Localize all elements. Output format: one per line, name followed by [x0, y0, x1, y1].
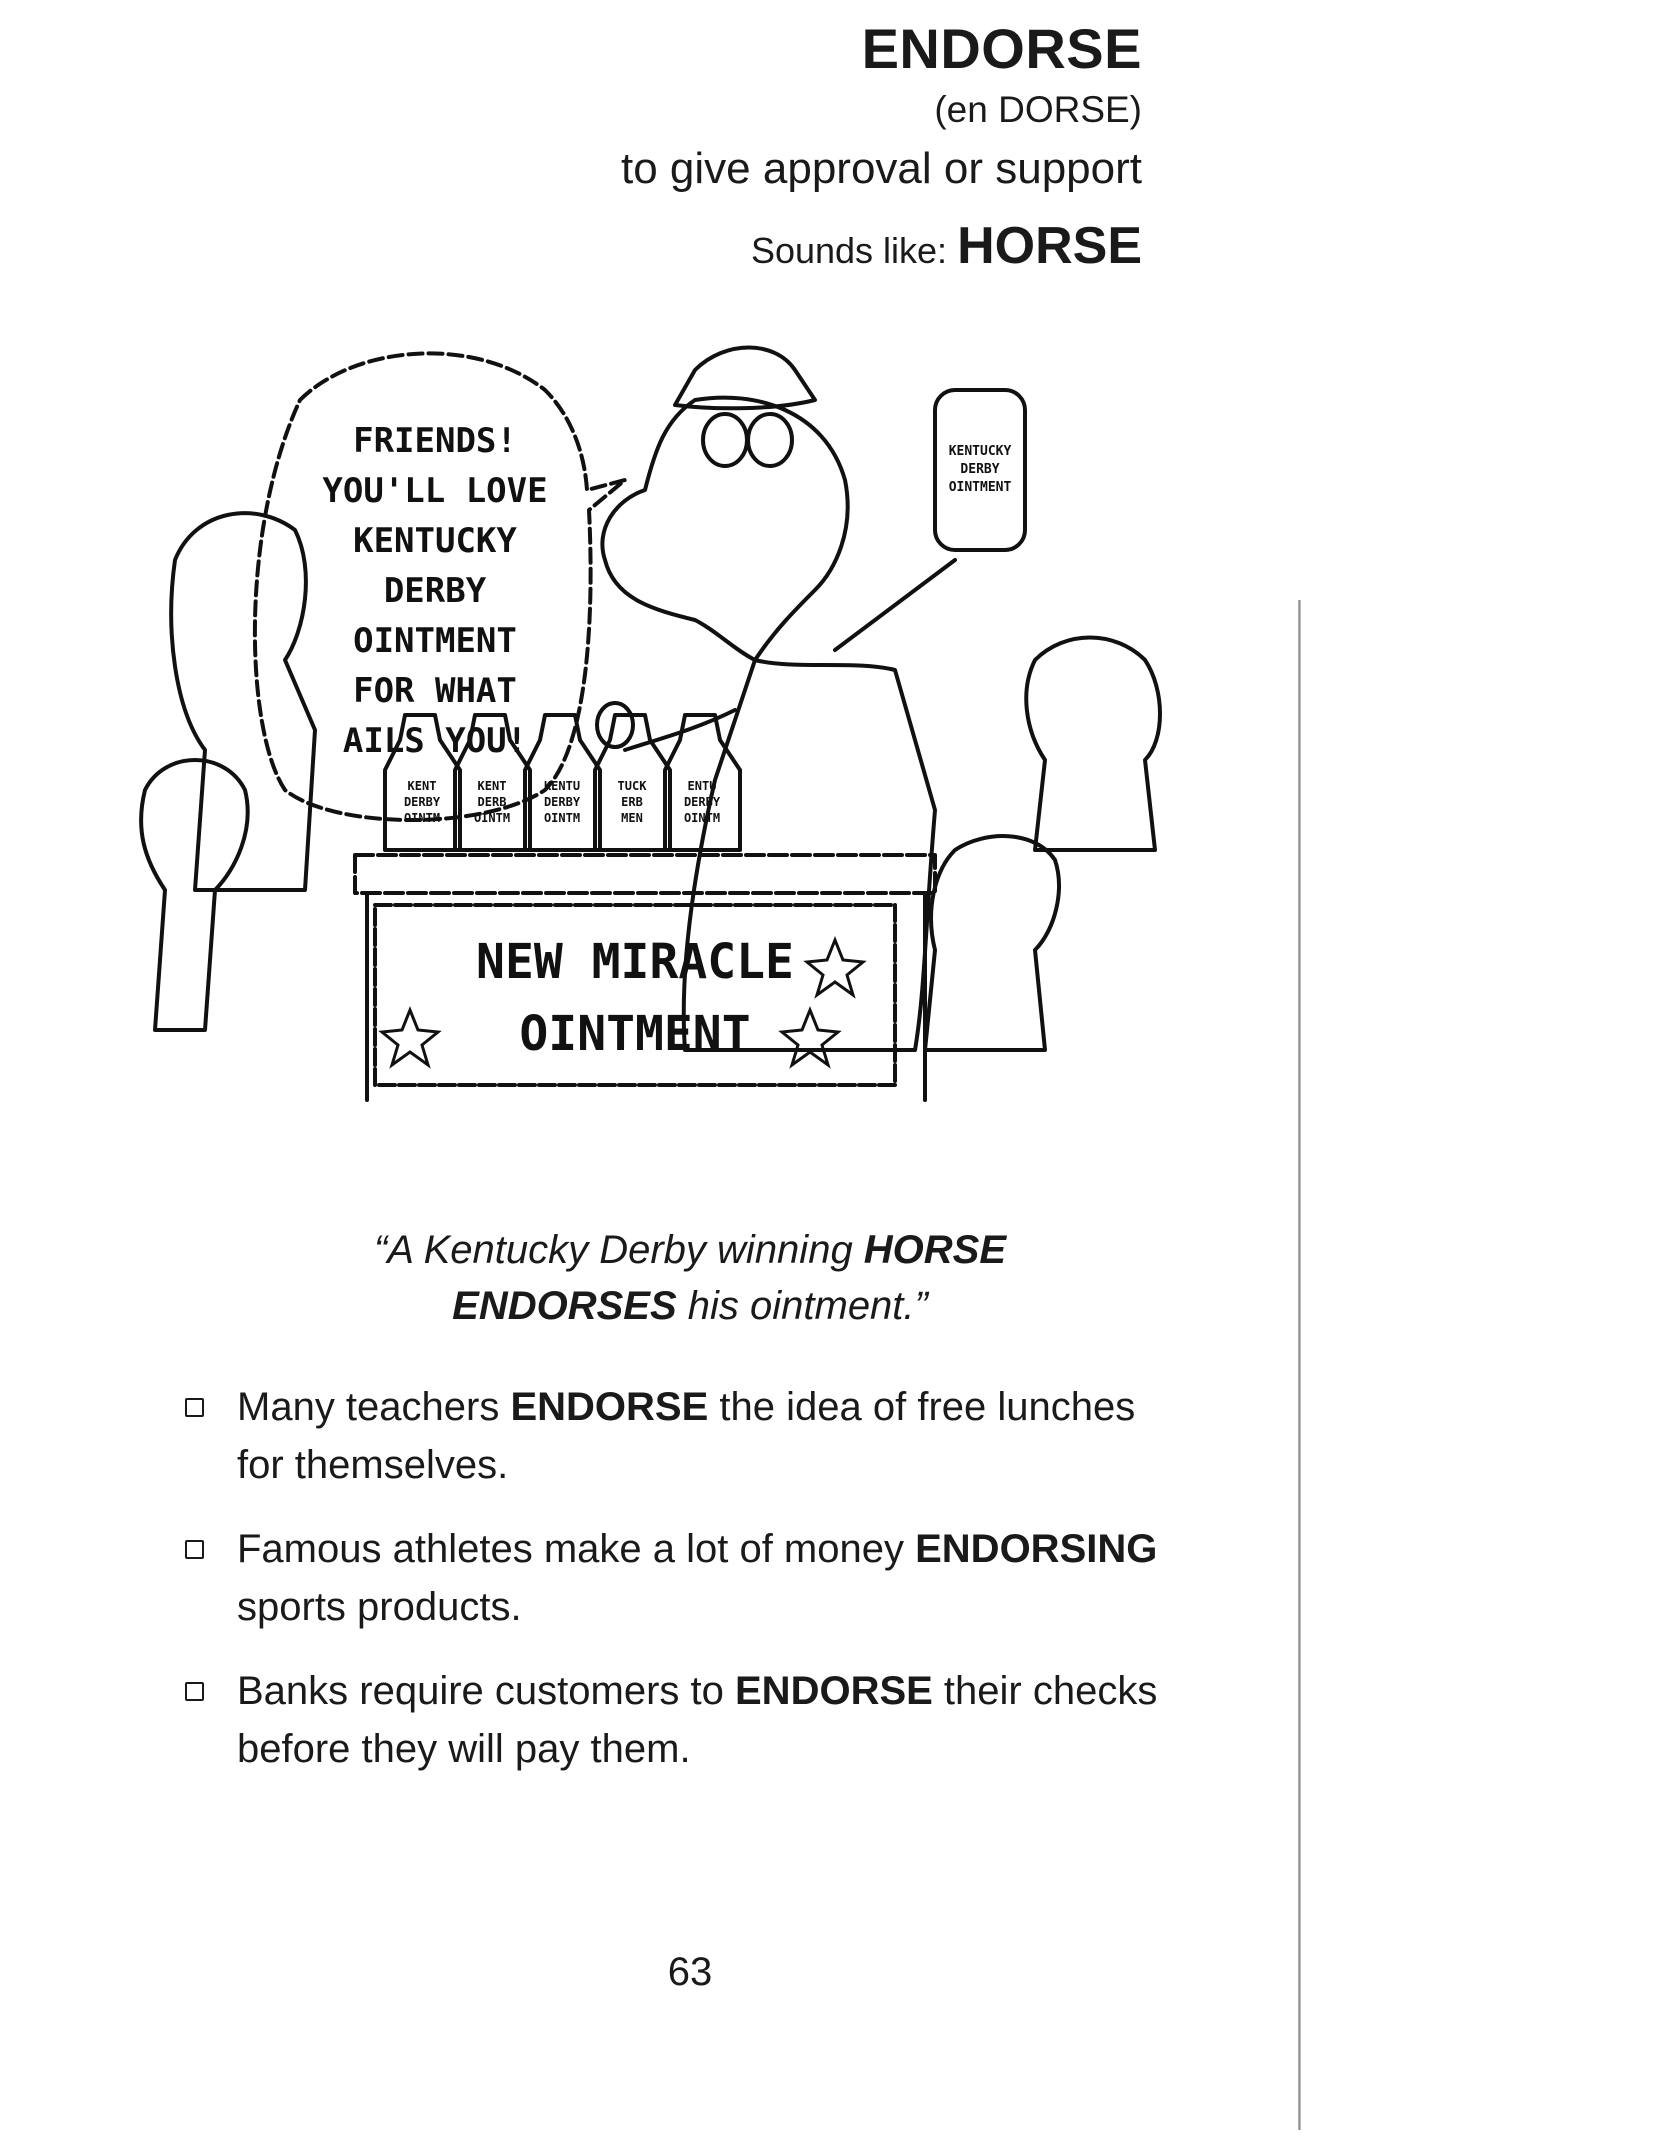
example-text: sports products. [237, 1585, 522, 1629]
example-keyword: ENDORSE [735, 1669, 933, 1713]
example-text: the idea of free lunches for themselves. [237, 1385, 1136, 1487]
cartoon-illustration [135, 330, 1235, 1210]
held-bottle-label-2: DERBY [960, 462, 1000, 477]
caption-bold-1: HORSE [863, 1228, 1007, 1272]
example-item [185, 1520, 1185, 1636]
bottle-1-label-2: DERBY [403, 795, 441, 809]
horse-arm-raised [835, 560, 955, 650]
sounds-like-word: HORSE [957, 217, 1142, 275]
bottle-4-label-2: ERB [621, 795, 643, 809]
example-item [185, 1662, 1185, 1778]
bottle-5-label-1: ENTU [687, 779, 717, 793]
bottle-1-label-3: OINTM [403, 811, 441, 825]
speech-line-3: KENTUCKY [353, 521, 517, 561]
caption-bold-2: ENDORSES [452, 1284, 677, 1328]
bottle-3-label-2: DERBY [543, 795, 581, 809]
caption-part-1: “A Kentucky Derby winning [373, 1228, 864, 1272]
bottle-5-label-3: OINTM [683, 811, 721, 825]
horse-eye-left [703, 414, 747, 466]
speech-line-1: FRIENDS! [353, 421, 517, 461]
sounds-like [442, 216, 1142, 281]
held-bottle-label-3: OINTMENT [948, 480, 1012, 495]
bottle-4-label-1: TUCK [617, 779, 647, 793]
entry-word: ENDORSE [861, 17, 1142, 80]
speech-line-2: YOU'LL LOVE [322, 471, 548, 511]
cartoon-caption [300, 1222, 1080, 1334]
entry-pronunciation: (en DORSE) [934, 89, 1142, 130]
man-left [171, 513, 315, 890]
checkbox-bullet-icon [185, 1540, 204, 1559]
example-sentences [185, 1378, 1185, 1804]
woman-front-right [925, 836, 1059, 1050]
woman-left [141, 760, 248, 1030]
bottle-2-label-3: OINTM [473, 811, 511, 825]
example-text: their checks before they will pay them. [237, 1669, 1158, 1771]
sign-line-1: NEW MIRACLE [476, 934, 794, 990]
bottle-4-label-3: MEN [621, 811, 643, 825]
held-bottle-label-1: KENTUCKY [948, 444, 1012, 459]
bottle-5-label-2: DERBY [683, 795, 721, 809]
horse-head [602, 398, 847, 660]
example-keyword: ENDORSE [510, 1385, 709, 1429]
counter-top [355, 855, 935, 893]
woman-right [1026, 638, 1160, 851]
bottle-3-label-3: OINTM [543, 811, 581, 825]
bottle-2-label-1: KENT [477, 779, 507, 793]
star-icon [807, 940, 863, 995]
example-text: Banks require customers to [237, 1669, 735, 1713]
bottle-2-label-2: DERB [477, 795, 507, 809]
example-keyword: ENDORSING [915, 1527, 1158, 1571]
entry-header [442, 14, 1142, 281]
example-item [185, 1378, 1185, 1494]
star-icon [782, 1010, 838, 1065]
bottle-3-label-1: KENTU [543, 779, 581, 793]
page-edge-rule [1298, 600, 1301, 2130]
caption-part-2: his ointment.” [676, 1284, 928, 1328]
speech-line-4: DERBY [383, 571, 487, 611]
example-text: Many teachers [237, 1385, 511, 1429]
sounds-like-label: Sounds like: [750, 230, 948, 271]
speech-line-7: AILS YOU! [342, 721, 528, 761]
cartoon-svg [135, 330, 1235, 1210]
page-number: 63 [667, 1950, 713, 1994]
checkbox-bullet-icon [185, 1682, 204, 1701]
speech-line-5: OINTMENT [353, 621, 517, 661]
speech-line-6: FOR WHAT [353, 671, 517, 711]
entry-definition: to give approval or support [621, 144, 1142, 193]
horse-eye-right [748, 414, 792, 466]
sign-line-2: OINTMENT [519, 1006, 751, 1062]
bottle-1-label-1: KENT [407, 779, 437, 793]
example-text: Famous athletes make a lot of money [237, 1527, 916, 1571]
star-icon [382, 1010, 438, 1065]
checkbox-bullet-icon [185, 1398, 204, 1417]
